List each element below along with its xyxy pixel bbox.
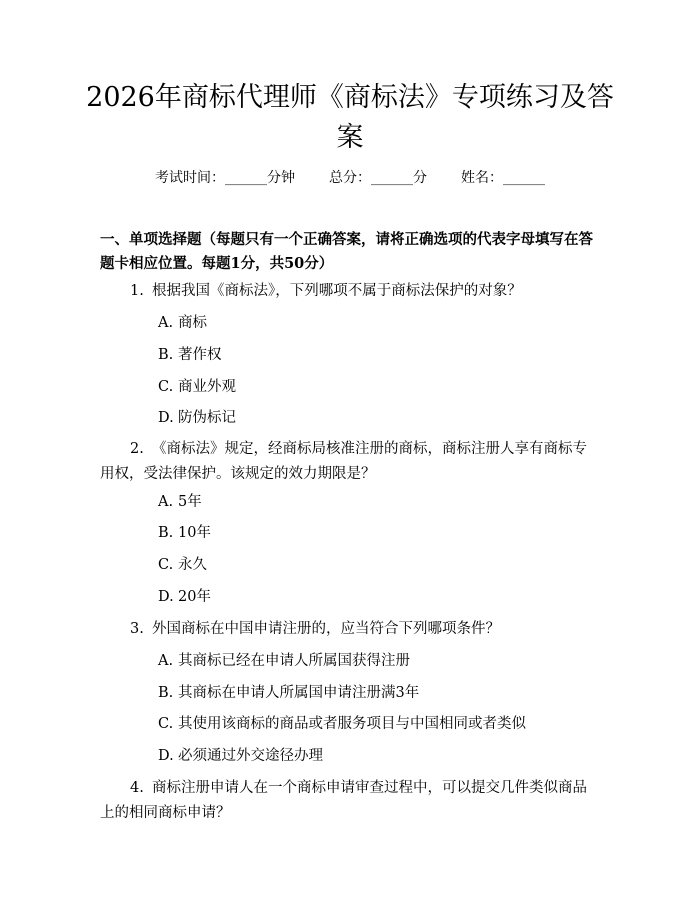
question-3-option-b xyxy=(158,683,419,703)
question-number: 4. xyxy=(130,780,144,796)
section-heading: 一、单项选择题（每题只有一个正确答案，请将正确选项的代表字母填写在答题卡相应位置。每题1分，共50分） xyxy=(100,231,593,272)
option-text: 防伪标记 xyxy=(178,410,236,426)
question-number: 1. xyxy=(130,283,144,299)
option-text: 著作权 xyxy=(178,347,222,363)
question-text: 商标注册申请人在一个商标申请审查过程中，可以提交几件类似商品上的相同商标申请？ xyxy=(100,780,587,821)
option-letter: C. xyxy=(158,716,174,732)
option-letter: D. xyxy=(158,589,174,605)
option-letter: B. xyxy=(158,347,174,363)
document-title: 2026年商标代理师《商标法》专项练习及答案 xyxy=(86,82,614,153)
total-score-field: 总分：______分 xyxy=(329,170,427,186)
question-2 xyxy=(100,437,598,487)
question-number: 2. xyxy=(130,441,144,457)
option-letter: A. xyxy=(158,494,174,510)
option-text: 商业外观 xyxy=(178,379,236,395)
question-text: 外国商标在中国申请注册的，应当符合下列哪项条件？ xyxy=(152,621,500,637)
option-text: 5年 xyxy=(178,494,202,510)
student-name-field: 姓名：______ xyxy=(461,170,545,186)
option-letter: A. xyxy=(158,315,174,331)
option-text: 商标 xyxy=(178,315,207,331)
question-2-option-d xyxy=(158,587,211,607)
option-letter: A. xyxy=(158,653,174,669)
option-text: 10年 xyxy=(178,525,211,541)
question-1-option-a xyxy=(158,313,207,333)
option-text: 必须通过外交途径办理 xyxy=(178,748,323,764)
option-letter: B. xyxy=(158,685,174,701)
question-2-option-b xyxy=(158,523,211,543)
option-letter: D. xyxy=(158,410,174,426)
option-letter: B. xyxy=(158,525,174,541)
question-1 xyxy=(100,279,598,304)
question-2-option-a xyxy=(158,492,202,512)
question-1-option-c xyxy=(158,377,236,397)
question-text: 根据我国《商标法》，下列哪项不属于商标法保护的对象？ xyxy=(152,283,522,299)
question-1-option-d xyxy=(158,408,236,428)
option-text: 其商标在申请人所属国申请注册满3年 xyxy=(178,685,420,701)
option-letter: D. xyxy=(158,748,174,764)
question-3 xyxy=(100,617,598,642)
option-letter: C. xyxy=(158,379,174,395)
question-3-option-a xyxy=(158,651,410,671)
option-letter: C. xyxy=(158,557,174,573)
question-1-option-b xyxy=(158,345,222,365)
exam-info-line xyxy=(0,168,700,188)
exam-time-field: 考试时间：______分钟 xyxy=(155,170,295,186)
option-text: 其使用该商标的商品或者服务项目与中国相同或者类似 xyxy=(178,716,526,732)
question-3-option-c xyxy=(158,714,526,734)
question-number: 3. xyxy=(130,621,144,637)
option-text: 20年 xyxy=(178,589,211,605)
option-text: 其商标已经在申请人所属国获得注册 xyxy=(178,653,410,669)
question-2-option-c xyxy=(158,555,207,575)
question-3-option-d xyxy=(158,746,323,766)
question-4 xyxy=(100,776,598,826)
question-text: 《商标法》规定，经商标局核准注册的商标，商标注册人享有商标专用权，受法律保护。该规定的效力期限是？ xyxy=(100,441,587,482)
option-text: 永久 xyxy=(178,557,207,573)
